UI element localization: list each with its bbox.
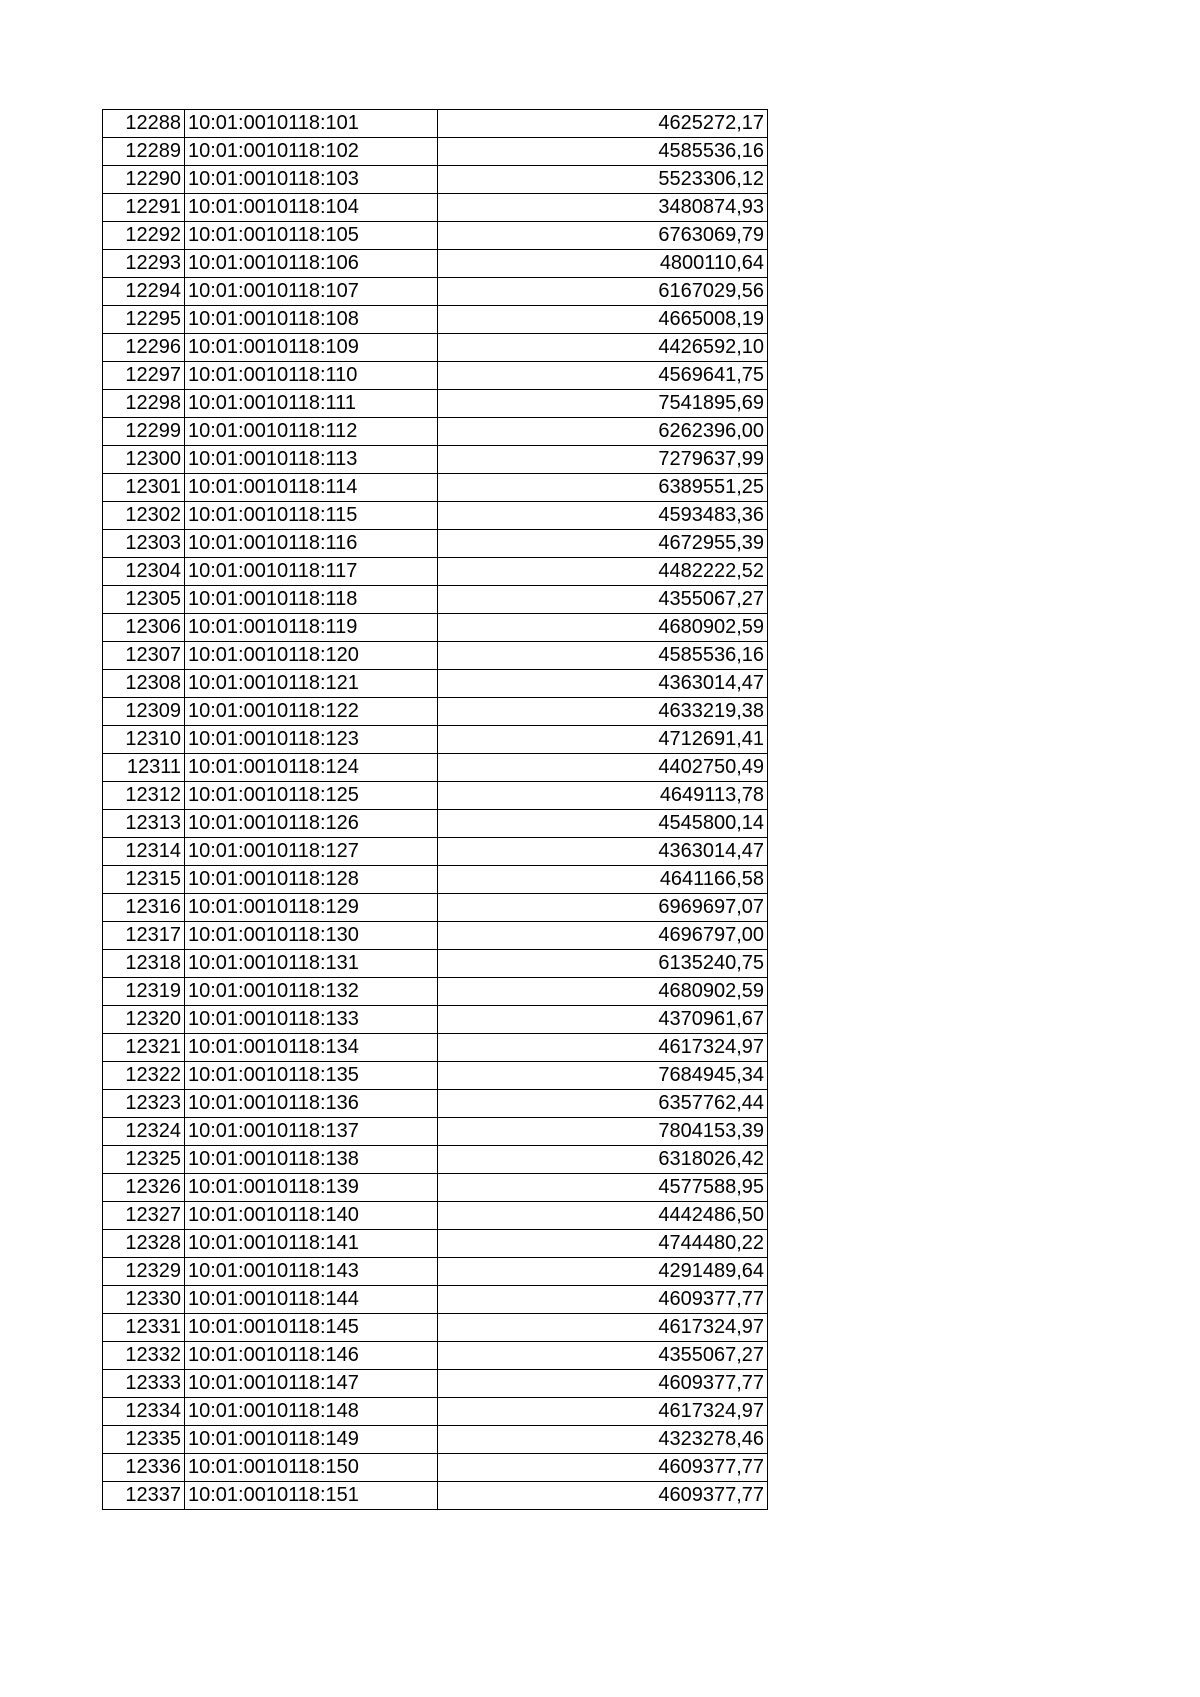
cadastral-number-cell: 10:01:0010118:127 <box>185 838 438 866</box>
value-cell: 4545800,14 <box>438 810 768 838</box>
table-row <box>103 1034 768 1062</box>
table-row <box>103 1342 768 1370</box>
value-cell: 4712691,41 <box>438 726 768 754</box>
value-cell: 7279637,99 <box>438 446 768 474</box>
value-cell: 4363014,47 <box>438 838 768 866</box>
value-cell: 4585536,16 <box>438 642 768 670</box>
table-row <box>103 1426 768 1454</box>
table-row <box>103 166 768 194</box>
table-row <box>103 1286 768 1314</box>
table-row <box>103 670 768 698</box>
cadastral-number-cell: 10:01:0010118:103 <box>185 166 438 194</box>
table-row <box>103 334 768 362</box>
table-row <box>103 418 768 446</box>
cadastral-number-cell: 10:01:0010118:141 <box>185 1230 438 1258</box>
cadastral-number-cell: 10:01:0010118:123 <box>185 726 438 754</box>
cadastral-number-cell: 10:01:0010118:134 <box>185 1034 438 1062</box>
value-cell: 4577588,95 <box>438 1174 768 1202</box>
row-number-cell: 12313 <box>103 810 185 838</box>
cadastral-number-cell: 10:01:0010118:128 <box>185 866 438 894</box>
value-cell: 4633219,38 <box>438 698 768 726</box>
table-row <box>103 222 768 250</box>
cadastral-number-cell: 10:01:0010118:106 <box>185 250 438 278</box>
row-number-cell: 12292 <box>103 222 185 250</box>
cadastral-number-cell: 10:01:0010118:149 <box>185 1426 438 1454</box>
row-number-cell: 12303 <box>103 530 185 558</box>
value-cell: 4617324,97 <box>438 1034 768 1062</box>
table-row <box>103 502 768 530</box>
value-cell: 5523306,12 <box>438 166 768 194</box>
cadastral-number-cell: 10:01:0010118:139 <box>185 1174 438 1202</box>
cadastral-number-cell: 10:01:0010118:133 <box>185 1006 438 1034</box>
row-number-cell: 12300 <box>103 446 185 474</box>
row-number-cell: 12324 <box>103 1118 185 1146</box>
table-row <box>103 642 768 670</box>
row-number-cell: 12307 <box>103 642 185 670</box>
table-row <box>103 1230 768 1258</box>
cadastral-number-cell: 10:01:0010118:114 <box>185 474 438 502</box>
row-number-cell: 12322 <box>103 1062 185 1090</box>
value-cell: 4680902,59 <box>438 978 768 1006</box>
value-cell: 4323278,46 <box>438 1426 768 1454</box>
table-row <box>103 306 768 334</box>
value-cell: 4609377,77 <box>438 1482 768 1510</box>
row-number-cell: 12326 <box>103 1174 185 1202</box>
cadastral-number-cell: 10:01:0010118:116 <box>185 530 438 558</box>
cadastral-number-cell: 10:01:0010118:122 <box>185 698 438 726</box>
cadastral-number-cell: 10:01:0010118:146 <box>185 1342 438 1370</box>
table-row <box>103 1258 768 1286</box>
row-number-cell: 12299 <box>103 418 185 446</box>
value-cell: 6262396,00 <box>438 418 768 446</box>
table-row <box>103 530 768 558</box>
row-number-cell: 12329 <box>103 1258 185 1286</box>
table-row <box>103 950 768 978</box>
value-cell: 4370961,67 <box>438 1006 768 1034</box>
cadastral-number-cell: 10:01:0010118:105 <box>185 222 438 250</box>
cadastral-number-cell: 10:01:0010118:117 <box>185 558 438 586</box>
row-number-cell: 12320 <box>103 1006 185 1034</box>
value-cell: 4609377,77 <box>438 1454 768 1482</box>
cadastral-number-cell: 10:01:0010118:136 <box>185 1090 438 1118</box>
row-number-cell: 12288 <box>103 110 185 138</box>
table-row <box>103 1202 768 1230</box>
cadastral-number-cell: 10:01:0010118:112 <box>185 418 438 446</box>
row-number-cell: 12319 <box>103 978 185 1006</box>
value-cell: 4672955,39 <box>438 530 768 558</box>
value-cell: 4609377,77 <box>438 1286 768 1314</box>
value-cell: 7804153,39 <box>438 1118 768 1146</box>
table-row <box>103 726 768 754</box>
cadastral-number-cell: 10:01:0010118:120 <box>185 642 438 670</box>
row-number-cell: 12304 <box>103 558 185 586</box>
value-cell: 4625272,17 <box>438 110 768 138</box>
value-cell: 4482222,52 <box>438 558 768 586</box>
cadastral-number-cell: 10:01:0010118:140 <box>185 1202 438 1230</box>
cadastral-number-cell: 10:01:0010118:104 <box>185 194 438 222</box>
value-cell: 4442486,50 <box>438 1202 768 1230</box>
row-number-cell: 12289 <box>103 138 185 166</box>
row-number-cell: 12334 <box>103 1398 185 1426</box>
cadastral-number-cell: 10:01:0010118:135 <box>185 1062 438 1090</box>
row-number-cell: 12330 <box>103 1286 185 1314</box>
cadastral-number-cell: 10:01:0010118:125 <box>185 782 438 810</box>
value-cell: 6135240,75 <box>438 950 768 978</box>
row-number-cell: 12336 <box>103 1454 185 1482</box>
row-number-cell: 12305 <box>103 586 185 614</box>
row-number-cell: 12295 <box>103 306 185 334</box>
table-body <box>103 110 768 1510</box>
cadastral-number-cell: 10:01:0010118:147 <box>185 1370 438 1398</box>
row-number-cell: 12302 <box>103 502 185 530</box>
table-row <box>103 1370 768 1398</box>
cadastral-number-cell: 10:01:0010118:144 <box>185 1286 438 1314</box>
row-number-cell: 12298 <box>103 390 185 418</box>
row-number-cell: 12318 <box>103 950 185 978</box>
value-cell: 4426592,10 <box>438 334 768 362</box>
value-cell: 4649113,78 <box>438 782 768 810</box>
row-number-cell: 12309 <box>103 698 185 726</box>
row-number-cell: 12327 <box>103 1202 185 1230</box>
value-cell: 4680902,59 <box>438 614 768 642</box>
table-row <box>103 110 768 138</box>
cadastral-number-cell: 10:01:0010118:129 <box>185 894 438 922</box>
row-number-cell: 12321 <box>103 1034 185 1062</box>
cadastral-number-cell: 10:01:0010118:126 <box>185 810 438 838</box>
data-table <box>102 109 768 1510</box>
value-cell: 4609377,77 <box>438 1370 768 1398</box>
cadastral-number-cell: 10:01:0010118:108 <box>185 306 438 334</box>
cadastral-number-cell: 10:01:0010118:145 <box>185 1314 438 1342</box>
value-cell: 4363014,47 <box>438 670 768 698</box>
cadastral-number-cell: 10:01:0010118:113 <box>185 446 438 474</box>
value-cell: 4355067,27 <box>438 586 768 614</box>
value-cell: 4585536,16 <box>438 138 768 166</box>
row-number-cell: 12331 <box>103 1314 185 1342</box>
cadastral-number-cell: 10:01:0010118:109 <box>185 334 438 362</box>
table-row <box>103 782 768 810</box>
row-number-cell: 12335 <box>103 1426 185 1454</box>
row-number-cell: 12310 <box>103 726 185 754</box>
row-number-cell: 12293 <box>103 250 185 278</box>
row-number-cell: 12290 <box>103 166 185 194</box>
row-number-cell: 12317 <box>103 922 185 950</box>
row-number-cell: 12332 <box>103 1342 185 1370</box>
value-cell: 6389551,25 <box>438 474 768 502</box>
cadastral-number-cell: 10:01:0010118:143 <box>185 1258 438 1286</box>
table-row <box>103 614 768 642</box>
table-row <box>103 194 768 222</box>
row-number-cell: 12297 <box>103 362 185 390</box>
cadastral-number-cell: 10:01:0010118:148 <box>185 1398 438 1426</box>
cadastral-number-cell: 10:01:0010118:121 <box>185 670 438 698</box>
value-cell: 6969697,07 <box>438 894 768 922</box>
table-row <box>103 362 768 390</box>
table-row <box>103 698 768 726</box>
table-row <box>103 838 768 866</box>
table-row <box>103 390 768 418</box>
value-cell: 7541895,69 <box>438 390 768 418</box>
cadastral-number-cell: 10:01:0010118:137 <box>185 1118 438 1146</box>
value-cell: 6357762,44 <box>438 1090 768 1118</box>
table-row <box>103 894 768 922</box>
row-number-cell: 12311 <box>103 754 185 782</box>
cadastral-number-cell: 10:01:0010118:124 <box>185 754 438 782</box>
value-cell: 4744480,22 <box>438 1230 768 1258</box>
cadastral-number-cell: 10:01:0010118:132 <box>185 978 438 1006</box>
table-row <box>103 1482 768 1510</box>
table-row <box>103 474 768 502</box>
table-row <box>103 1118 768 1146</box>
row-number-cell: 12314 <box>103 838 185 866</box>
table-row <box>103 586 768 614</box>
row-number-cell: 12323 <box>103 1090 185 1118</box>
table-row <box>103 558 768 586</box>
table-row <box>103 1174 768 1202</box>
table-row <box>103 866 768 894</box>
table-row <box>103 1314 768 1342</box>
table-row <box>103 978 768 1006</box>
value-cell: 4641166,58 <box>438 866 768 894</box>
value-cell: 6318026,42 <box>438 1146 768 1174</box>
row-number-cell: 12301 <box>103 474 185 502</box>
row-number-cell: 12294 <box>103 278 185 306</box>
table-row <box>103 138 768 166</box>
row-number-cell: 12296 <box>103 334 185 362</box>
value-cell: 6167029,56 <box>438 278 768 306</box>
row-number-cell: 12325 <box>103 1146 185 1174</box>
cadastral-number-cell: 10:01:0010118:115 <box>185 502 438 530</box>
cadastral-number-cell: 10:01:0010118:150 <box>185 1454 438 1482</box>
table-row <box>103 1454 768 1482</box>
table-row <box>103 810 768 838</box>
table-row <box>103 1146 768 1174</box>
value-cell: 4665008,19 <box>438 306 768 334</box>
cadastral-number-cell: 10:01:0010118:118 <box>185 586 438 614</box>
cadastral-number-cell: 10:01:0010118:111 <box>185 390 438 418</box>
table-row <box>103 1006 768 1034</box>
cadastral-number-cell: 10:01:0010118:102 <box>185 138 438 166</box>
value-cell: 4593483,36 <box>438 502 768 530</box>
cadastral-number-cell: 10:01:0010118:138 <box>185 1146 438 1174</box>
row-number-cell: 12337 <box>103 1482 185 1510</box>
table-row <box>103 1090 768 1118</box>
table-row <box>103 1398 768 1426</box>
value-cell: 6763069,79 <box>438 222 768 250</box>
cadastral-number-cell: 10:01:0010118:107 <box>185 278 438 306</box>
value-cell: 4696797,00 <box>438 922 768 950</box>
value-cell: 7684945,34 <box>438 1062 768 1090</box>
table-row <box>103 922 768 950</box>
value-cell: 4291489,64 <box>438 1258 768 1286</box>
table-row <box>103 446 768 474</box>
value-cell: 4800110,64 <box>438 250 768 278</box>
row-number-cell: 12316 <box>103 894 185 922</box>
cadastral-number-cell: 10:01:0010118:131 <box>185 950 438 978</box>
cadastral-number-cell: 10:01:0010118:130 <box>185 922 438 950</box>
value-cell: 4617324,97 <box>438 1398 768 1426</box>
table-row <box>103 250 768 278</box>
row-number-cell: 12315 <box>103 866 185 894</box>
cadastral-number-cell: 10:01:0010118:151 <box>185 1482 438 1510</box>
value-cell: 4617324,97 <box>438 1314 768 1342</box>
value-cell: 4569641,75 <box>438 362 768 390</box>
table-row <box>103 1062 768 1090</box>
row-number-cell: 12328 <box>103 1230 185 1258</box>
row-number-cell: 12291 <box>103 194 185 222</box>
cadastral-number-cell: 10:01:0010118:110 <box>185 362 438 390</box>
row-number-cell: 12333 <box>103 1370 185 1398</box>
row-number-cell: 12308 <box>103 670 185 698</box>
row-number-cell: 12312 <box>103 782 185 810</box>
cadastral-number-cell: 10:01:0010118:101 <box>185 110 438 138</box>
table-row <box>103 278 768 306</box>
value-cell: 4402750,49 <box>438 754 768 782</box>
value-cell: 4355067,27 <box>438 1342 768 1370</box>
cadastral-number-cell: 10:01:0010118:119 <box>185 614 438 642</box>
row-number-cell: 12306 <box>103 614 185 642</box>
value-cell: 3480874,93 <box>438 194 768 222</box>
table-row <box>103 754 768 782</box>
